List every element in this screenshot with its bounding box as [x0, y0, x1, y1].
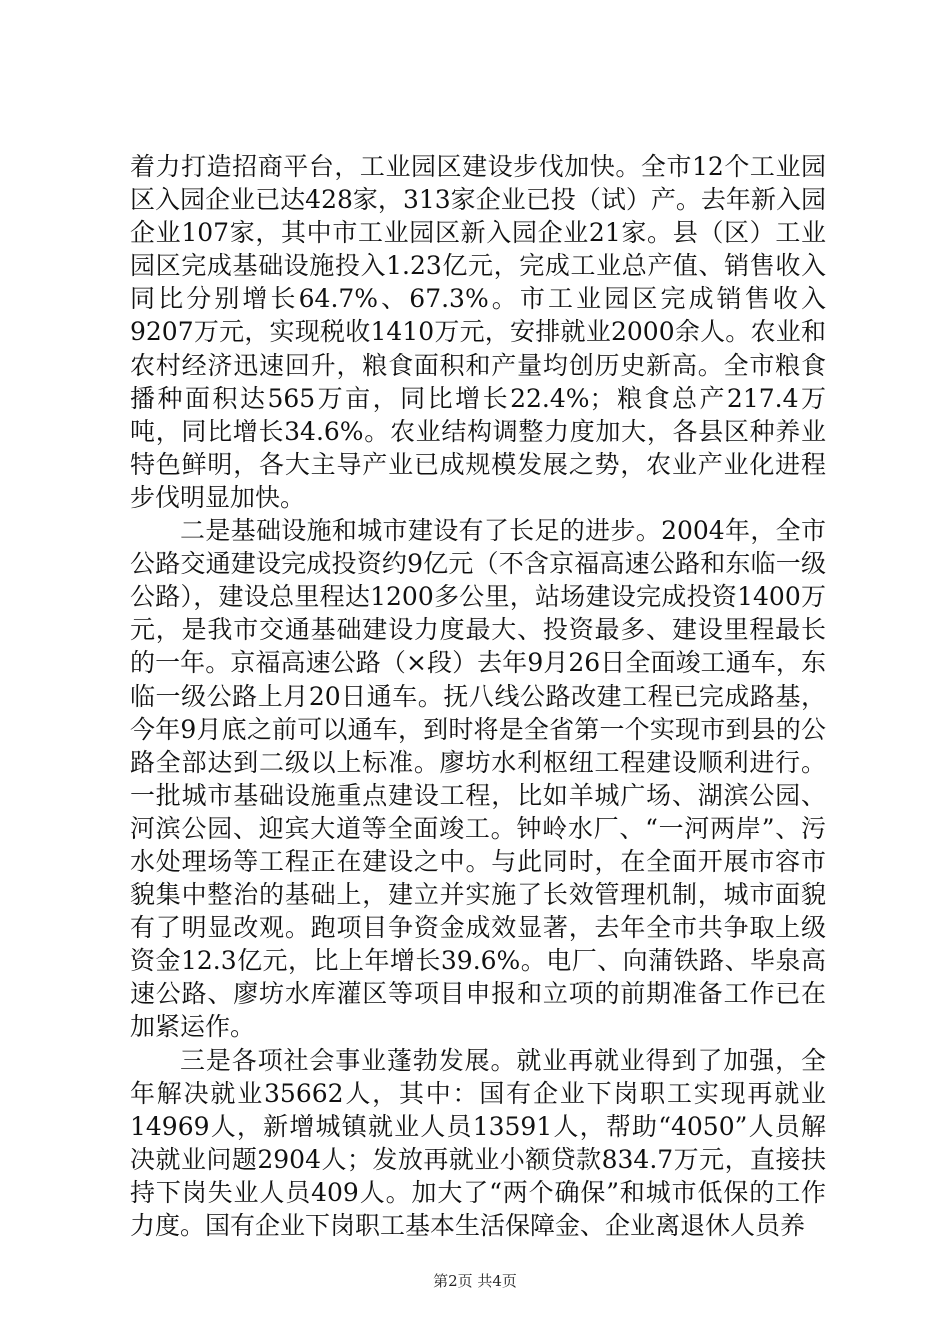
paragraph-industrial-parks: 着力打造招商平台，工业园区建设步伐加快。全市12个工业园区入园企业已达428家，313家企业已投（试）产。去年新入园企业107家，其中市工业园区新入园企业21家。县（区）工业园区完成基础设施投入1.23亿元，完成工业总产值、销售收入同比分别增长64.7%、67.3%。市工业园区完成销售收入9207万元，实现税收1410万元，安排就业2000余人。农业和农村经济迅速回升，粮食面积和产量均创历史新高。全市粮食播种面积达565万亩，同比增长22.4%；粮食总产217.4万吨，同比增长34.6%。农业结构调整力度加大，各县区种养业特色鲜明，各大主导产业已成规模发展之势，农业产业化进程步伐明显加快。: [130, 152, 826, 512]
paragraph-social-affairs: 三是各项社会事业蓬勃发展。就业再就业得到了加强，全年解决就业35662人，其中：国有企业下岗职工实现再就业14969人，新增城镇就业人员13591人，帮助“4050”人员解决就业问题2904人；发放再就业小额贷款834.7万元，直接扶持下岗失业人员409人。加大了“两个确保”和城市低保的工作力度。国有企业下岗职工基本生活保障金、企业离退休人员养: [130, 1045, 826, 1240]
page-number-footer: 第2页 共4页: [433, 1272, 517, 1290]
paragraph-infrastructure: 二是基础设施和城市建设有了长足的进步。2004年，全市公路交通建设完成投资约9亿元（不含京福高速公路和东临一级公路），建设总里程达1200多公里，站场建设完成投资1400万元，是我市交通基础建设力度最大、投资最多、建设里程最长的一年。京福高速公路（×段）去年9月26日全面竣工通车，东临一级公路上月20日通车。抚八线公路改建工程已完成路基，今年9月底之前可以通车，到时将是全省第一个实现市到县的公路全部达到二级以上标准。廖坊水利枢纽工程建设顺利进行。一批城市基础设施重点建设工程，比如羊城广场、湖滨公园、河滨公园、迎宾大道等全面竣工。钟岭水厂、“一河两岸”、污水处理场等工程正在建设之中。与此同时，在全面开展市容市貌集中整治的基础上，建立并实施了长效管理机制，城市面貌有了明显改观。跑项目争资金成效显著，去年全市共争取上级资金12.3亿元，比上年增长39.6%。电厂、向蒲铁路、毕泉高速公路、廖坊水库灌区等项目申报和立项的前期准备工作已在加紧运作。: [130, 516, 826, 1042]
document-body: [130, 150, 826, 1242]
